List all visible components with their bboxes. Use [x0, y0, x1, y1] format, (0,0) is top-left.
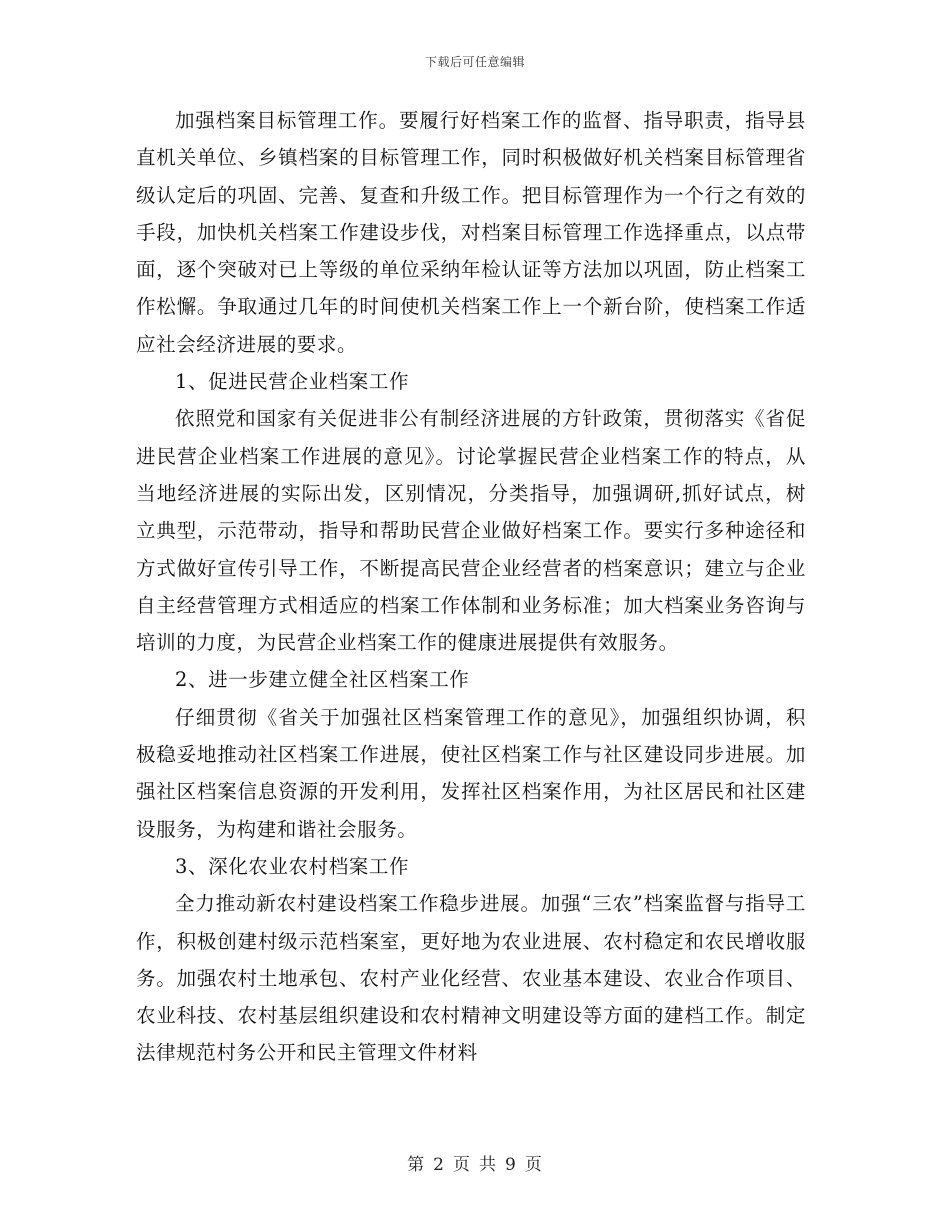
paragraph-community-archive: 仔细贯彻《省关于加强社区档案管理工作的意见》，加强组织协调，积极稳妥地推动社区档案工作进展，使社区档案工作与社区建设同步进展。加强社区档案信息资源的开发利用，发挥社区档案作用，为社区居民和社区建设服务，为构建和谐社会服务。 [136, 705, 806, 841]
paragraph-private-enterprise: 依照党和国家有关促进非公有制经济进展的方针政策，贯彻落实《省促进民营企业档案工作进展的意见》。讨论掌握民营企业档案工作的特点，从当地经济进展的实际出发，区别情况，分类指导，加强调研,抓好试点，树立典型，示范带动，指导和帮助民营企业做好档案工作。要实行多种途径和方式做好宣传引导工作，不断提高民营企业经营者的档案意识；建立与企业自主经营管理方式相适应的档案工作体制和业务标准；加大档案业务咨询与培训的力度，为民营企业档案工作的健康进展提供有效服务。 [136, 407, 806, 655]
page-footer [0, 1150, 950, 1175]
paragraph-rural-archive: 全力推动新农村建设档案工作稳步进展。加强“三农”档案监督与指导工作，积极创建村级示范档案室，更好地为农业进展、农村稳定和农民增收服务。加强农村土地承包、农村产业化经营、农业基本建设、农业合作项目、农业科技、农村基层组织建设和农村精神文明建设等方面的建档工作。制定法律规范村务公开和民主管理文件材料 [136, 892, 806, 1065]
footer-total-pages: 9 [505, 1155, 517, 1175]
footer-current-page: 2 [433, 1155, 445, 1175]
document-body [136, 102, 806, 1072]
footer-prefix: 第 [407, 1155, 426, 1175]
section-heading-private-enterprise: 1、促进民营企业档案工作 [175, 370, 410, 394]
page-header-note: 下载后可任意编辑 [424, 55, 525, 69]
section-heading-rural-archive: 3、深化农业农村档案工作 [175, 854, 410, 878]
footer-page-word: 页 [453, 1155, 471, 1175]
section-heading-community-archive: 2、进一步建立健全社区档案工作 [175, 668, 470, 692]
footer-suffix: 页 [524, 1155, 543, 1175]
footer-total-word: 共 [479, 1155, 497, 1175]
paragraph-archive-target-management: 加强档案目标管理工作。要履行好档案工作的监督、指导职责，指导县直机关单位、乡镇档案的目标管理工作，同时积极做好机关档案目标管理省级认定后的巩固、完善、复查和升级工作。把目标管理作为一个行之有效的手段，加快机关档案工作建设步伐，对档案目标管理工作选择重点，以点带面，逐个突破对已上等级的单位采纳年检认证等方法加以巩固，防止档案工作松懈。争取通过几年的时间使机关档案工作上一个新台阶，使档案工作适应社会经济进展的要求。 [136, 109, 806, 356]
